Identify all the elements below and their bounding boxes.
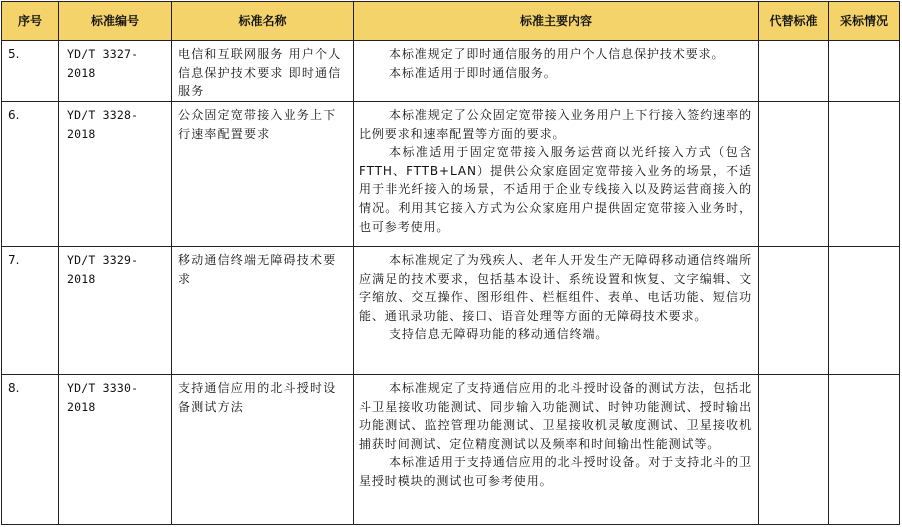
table-row	[2, 102, 900, 247]
row-desc	[354, 102, 759, 247]
row-desc	[354, 247, 759, 375]
row-num: 6.	[2, 102, 59, 247]
row-name: 电信和互联网服务 用户个人信息保护技术要求 即时通信服务	[172, 41, 354, 102]
row-code: YD/T 3327-2018	[59, 41, 172, 102]
desc-paragraph: 本标准适用于即时通信服务。	[389, 65, 557, 80]
row-adopt	[829, 375, 900, 525]
row-adopt	[829, 41, 900, 102]
row-name: 移动通信终端无障碍技术要求	[172, 247, 354, 375]
row-name: 公众固定宽带接入业务上下行速率配置要求	[172, 102, 354, 247]
desc-paragraph: 本标准规定了为残疾人、老年人开发生产无障碍移动通信终端所应满足的技术要求，包括基本设计、系统设置和恢复、文字编辑、文字缩放、交互操作、图形组件、栏框组件、表单、电话功能、短信功能、通讯录功能、接口、语音处理等方面的无障碍技术要求。	[359, 253, 752, 323]
row-code: YD/T 3329-2018	[59, 247, 172, 375]
desc-paragraph: 支持信息无障碍功能的移动通信终端。	[389, 327, 609, 342]
row-replace	[759, 41, 829, 102]
table-row	[2, 247, 900, 375]
table-row	[2, 375, 900, 525]
desc-paragraph: 本标准规定了即时通信服务的用户个人信息保护技术要求。	[389, 47, 725, 61]
desc-paragraph: 本标准适用于支持通信应用的北斗授时设备。对于支持北斗的卫星授时模块的测试也可参考使用。	[359, 455, 752, 488]
row-replace	[759, 102, 829, 247]
header-desc: 标准主要内容	[354, 2, 759, 41]
row-code: YD/T 3330-2018	[59, 375, 172, 525]
row-desc	[354, 375, 759, 525]
row-desc	[354, 41, 759, 102]
row-code: YD/T 3328-2018	[59, 102, 172, 247]
header-name: 标准名称	[172, 2, 354, 41]
header-adopt: 采标情况	[829, 2, 900, 41]
desc-paragraph: 本标准规定了支持通信应用的北斗授时设备的测试方法，包括北斗卫星接收功能测试、同步输入功能测试、时钟功能测试、授时输出功能测试、监控管理功能测试、卫星接收机灵敏度测试、卫星接收机捕获时间测试、定位精度测试以及频率和时间输出性能测试等。	[359, 381, 752, 451]
row-adopt	[829, 102, 900, 247]
table-row	[2, 41, 900, 102]
row-num: 8.	[2, 375, 59, 525]
header-row	[2, 2, 900, 41]
row-adopt	[829, 247, 900, 375]
desc-paragraph: 本标准适用于固定宽带接入服务运营商以光纤接入方式（包含 FTTH、FTTB+LAN）提供公众家庭固定宽带接入业务的场景，不适用于非光纤接入的场景，不适用于企业专线接入以及跨运营商接入的情况。利用其它接入方式为公众家庭用户提供固定宽带接入业务时，也可参考使用。	[359, 145, 752, 234]
row-num: 7.	[2, 247, 59, 375]
standards-table	[1, 1, 900, 525]
desc-paragraph: 本标准规定了公众固定宽带接入业务用户上下行接入签约速率的比例要求和速率配置等方面的要求。	[359, 108, 752, 141]
row-name: 支持通信应用的北斗授时设备测试方法	[172, 375, 354, 525]
row-num: 5.	[2, 41, 59, 102]
header-replace: 代替标准	[759, 2, 829, 41]
row-replace	[759, 375, 829, 525]
header-num: 序号	[2, 2, 59, 41]
header-code: 标准编号	[59, 2, 172, 41]
row-replace	[759, 247, 829, 375]
